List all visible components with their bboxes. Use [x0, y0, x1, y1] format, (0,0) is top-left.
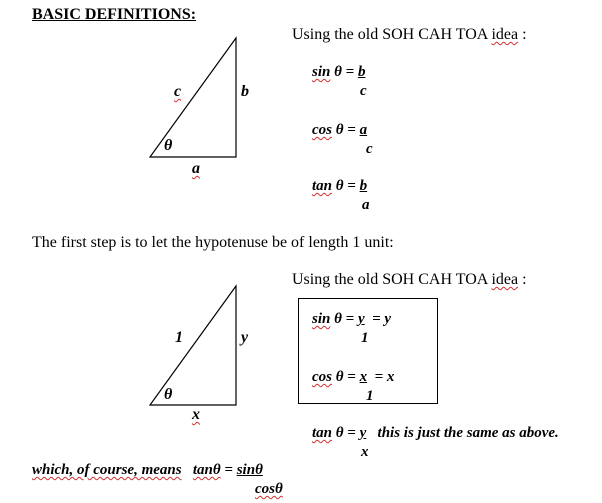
tan-definition-2: tan θ = y this is just the same as above.: [312, 425, 559, 441]
triangle-2: [150, 286, 236, 405]
tan-denominator-2: x: [361, 444, 369, 460]
cos-definition-1: cos θ = a: [312, 122, 368, 138]
conclusion-denominator: cosθ: [255, 481, 283, 497]
triangle2-opposite-label: y: [241, 329, 249, 346]
page-heading: BASIC DEFINITIONS:: [32, 6, 197, 23]
triangle2-adjacent-label: x: [192, 406, 200, 423]
soh-cah-toa-caption-1: Using the old SOH CAH TOA idea :: [292, 26, 527, 43]
cos-denominator-1: c: [366, 141, 373, 157]
tan-definition-1: tan θ = b: [312, 178, 368, 194]
cos-denominator-2: 1: [366, 388, 374, 404]
tan-denominator-1: a: [362, 197, 370, 213]
triangle1-hypotenuse-label: c: [174, 83, 182, 100]
conclusion-line: which, of course, means tanθ = sinθ: [32, 462, 263, 478]
triangle-1: [150, 38, 236, 157]
triangle2-angle-label: θ: [164, 386, 173, 403]
sin-definition-2: sin θ = y = y: [312, 311, 392, 327]
soh-cah-toa-caption-2: Using the old SOH CAH TOA idea :: [292, 271, 527, 288]
intro-sentence: The first step is to let the hypotenuse be of length 1 unit:: [32, 234, 394, 251]
triangle1-angle-label: θ: [164, 137, 173, 154]
sin-denominator-1: c: [360, 83, 367, 99]
sin-definition-1: sin θ = b: [312, 64, 366, 80]
sin-denominator-2: 1: [361, 330, 369, 346]
triangle1-opposite-label: b: [241, 83, 249, 100]
triangle2-hypotenuse-label: 1: [175, 329, 183, 346]
triangle1-adjacent-label: a: [192, 160, 200, 177]
cos-definition-2: cos θ = x = x: [312, 369, 395, 385]
